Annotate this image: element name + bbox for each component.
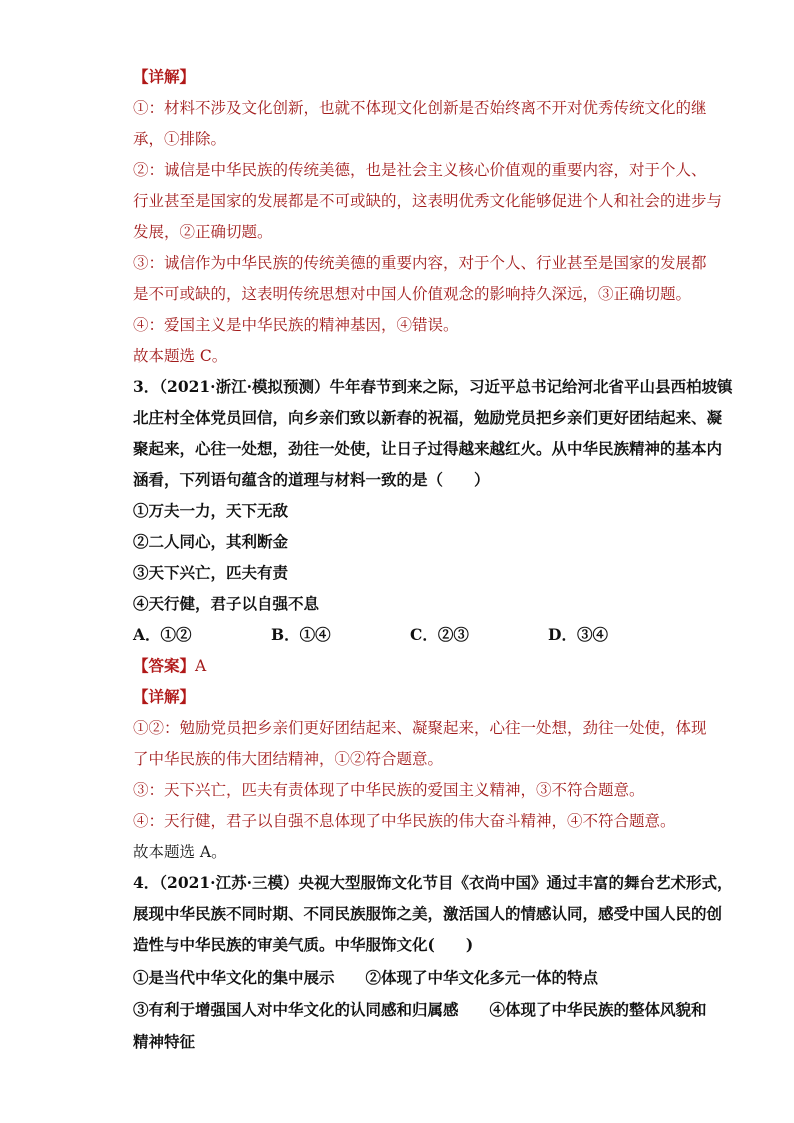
detail-line: 发展，②正确切题。 (133, 223, 273, 241)
question-4-options: ③有利于增强国人对中华文化的认同感和归属感 ④体现了中华民族的整体风貌和 (133, 1000, 707, 1019)
choice-d: D．③④ (548, 625, 608, 644)
question-3-stem: 北庄村全体党员回信，向乡亲们致以新春的祝福，勉励党员把乡亲们更好团结起来、凝 (133, 408, 723, 427)
detail-line: ④：爱国主义是中华民族的精神基因，④错误。 (133, 316, 459, 334)
question-4-stem: 造性与中华民族的审美气质。中华服饰文化( ) (133, 935, 474, 954)
detail-line: 行业甚至是国家的发展都是不可或缺的，这表明优秀文化能够促进个人和社会的进步与 (133, 192, 723, 210)
choice-c: C．②③ (410, 625, 469, 644)
detail-heading: 【详解】 (133, 687, 196, 706)
detail-line: ①②：勉励党员把乡亲们更好团结起来、凝聚起来，心往一处想，劲往一处使，体现 (133, 719, 707, 737)
answer-line (133, 656, 206, 676)
detail-heading: 【详解】 (133, 67, 196, 86)
question-3-stem: 3．（2021·浙江·模拟预测）牛年春节到来之际，习近平总书记给河北省平山县西柏坡镇 (133, 377, 733, 396)
answer-label: 【答案】 (133, 656, 196, 675)
detail-line: ③：诚信作为中华民族的传统美德的重要内容，对于个人、行业甚至是国家的发展都 (133, 254, 707, 272)
choice-b: B．①④ (271, 625, 331, 644)
question-3-stem: 涵看，下列语句蕴含的道理与材料一致的是（ ） (133, 470, 490, 489)
question-3-stem: 聚起来，心往一处想，劲往一处使，让日子过得越来越红火。从中华民族精神的基本内 (133, 439, 723, 458)
question-4-stem: 展现中华民族不同时期、不同民族服饰之美，激活国人的情感认同，感受中国人民的创 (133, 904, 723, 923)
detail-line: 是不可或缺的，这表明传统思想对中国人价值观念的影响持久深远，③正确切题。 (133, 285, 692, 303)
question-4-options: 精神特征 (133, 1032, 196, 1051)
question-3-option: ④天行健，君子以自强不息 (133, 594, 320, 613)
question-4-stem: 4．（2021·江苏·三模）央视大型服饰文化节目《衣尚中国》通过丰富的舞台艺术形式， (133, 873, 733, 892)
answer-value: A (195, 657, 207, 675)
detail-line: ③：天下兴亡，匹夫有责体现了中华民族的爱国主义精神，③不符合题意。 (133, 781, 645, 799)
question-3-option: ①万夫一力，天下无敌 (133, 501, 289, 520)
question-3-option: ③天下兴亡，匹夫有责 (133, 563, 289, 582)
question-4-options: ①是当代中华文化的集中展示 ②体现了中华文化多元一体的特点 (133, 968, 599, 987)
detail-conclusion: 故本题选 A。 (133, 843, 227, 861)
question-3-option: ②二人同心，其利断金 (133, 532, 289, 551)
choice-a: A．①② (133, 625, 192, 644)
detail-line: ④：天行健，君子以自强不息体现了中华民族的伟大奋斗精神，④不符合题意。 (133, 812, 676, 830)
detail-line: ①：材料不涉及文化创新，也就不体现文化创新是否始终离不开对优秀传统文化的继 (133, 99, 707, 117)
detail-conclusion: 故本题选 C。 (133, 347, 228, 365)
detail-line: 了中华民族的伟大团结精神，①②符合题意。 (133, 750, 444, 768)
detail-line: ②：诚信是中华民族的传统美德，也是社会主义核心价值观的重要内容，对于个人、 (133, 161, 707, 179)
detail-line: 承，①排除。 (133, 130, 227, 148)
